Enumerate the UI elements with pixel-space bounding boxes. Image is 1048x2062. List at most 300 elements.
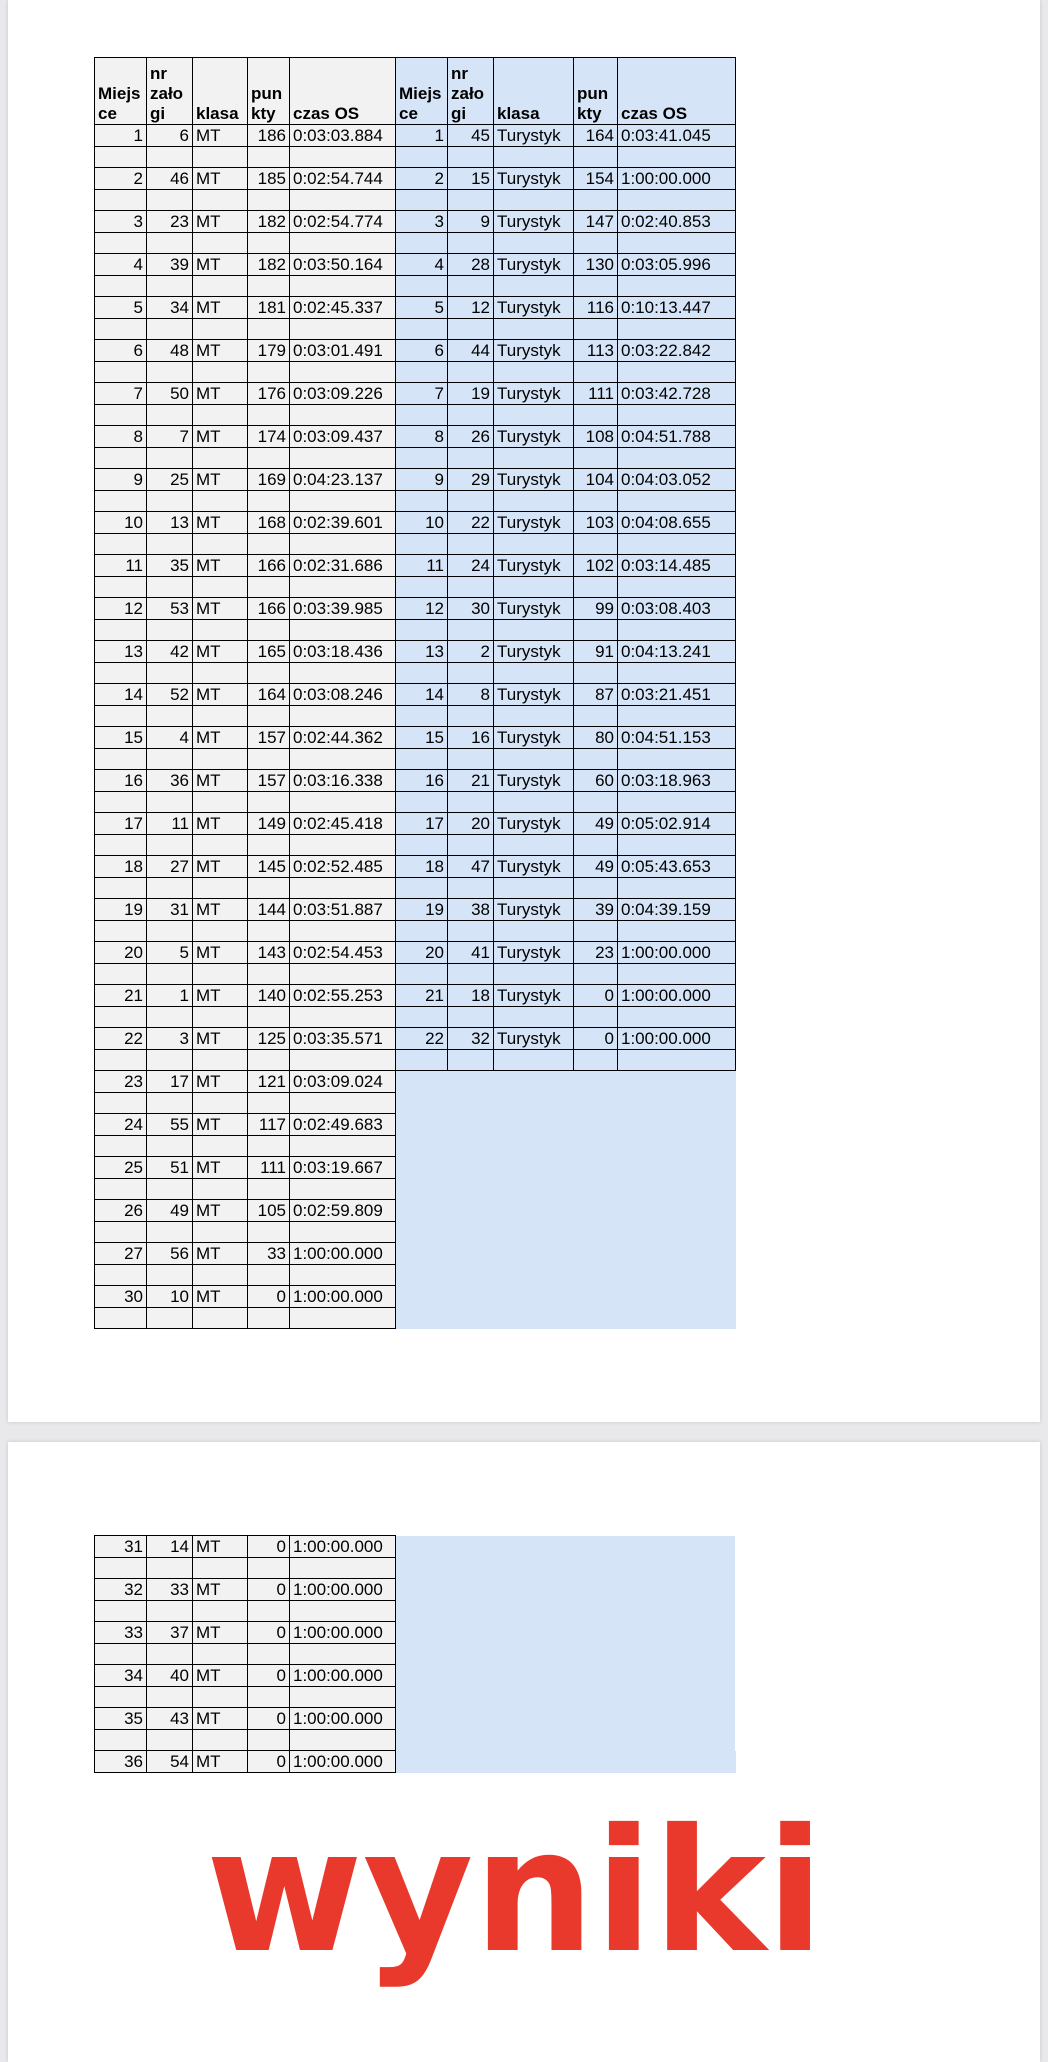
empty-cell bbox=[396, 577, 448, 598]
mt-points: 0 bbox=[248, 1665, 290, 1687]
empty-cell bbox=[290, 233, 396, 254]
empty-cell bbox=[396, 1179, 448, 1200]
mt-place: 33 bbox=[95, 1622, 147, 1644]
empty-cell bbox=[290, 1558, 396, 1579]
empty-cell bbox=[147, 491, 193, 512]
empty-cell bbox=[396, 663, 448, 684]
mt-place: 9 bbox=[95, 469, 147, 491]
empty-cell bbox=[494, 1093, 574, 1114]
turystyk-crew-number: 12 bbox=[448, 297, 494, 319]
mt-place: 10 bbox=[95, 512, 147, 534]
empty-cell bbox=[290, 362, 396, 383]
empty-cell bbox=[147, 1308, 193, 1329]
mt-class: MT bbox=[193, 512, 248, 534]
turystyk-crew-number: 28 bbox=[448, 254, 494, 276]
mt-crew-number: 34 bbox=[147, 297, 193, 319]
turystyk-points: 102 bbox=[574, 555, 618, 577]
turystyk-points: 164 bbox=[574, 125, 618, 147]
empty-cell bbox=[396, 835, 448, 856]
table-row bbox=[95, 856, 736, 878]
turystyk-class: Turystyk bbox=[494, 985, 574, 1007]
mt-points: 105 bbox=[248, 1200, 290, 1222]
turystyk-time: 0:02:40.853 bbox=[618, 211, 736, 233]
mt-points: 185 bbox=[248, 168, 290, 190]
header-crew: nr zało gi bbox=[147, 58, 193, 125]
empty-cell bbox=[448, 964, 494, 985]
mt-class: MT bbox=[193, 1286, 248, 1308]
empty-cell bbox=[290, 1050, 396, 1071]
table-row bbox=[95, 512, 736, 534]
empty-cell bbox=[574, 319, 618, 340]
mt-class: MT bbox=[193, 1071, 248, 1093]
mt-place: 8 bbox=[95, 426, 147, 448]
empty-cell bbox=[396, 1687, 736, 1708]
mt-points: 182 bbox=[248, 254, 290, 276]
turystyk-class: Turystyk bbox=[494, 340, 574, 362]
empty-cell bbox=[290, 491, 396, 512]
empty-cell bbox=[147, 362, 193, 383]
empty-cell bbox=[448, 1071, 494, 1093]
empty-cell bbox=[248, 1136, 290, 1157]
mt-time: 0:02:39.601 bbox=[290, 512, 396, 534]
turystyk-points: 154 bbox=[574, 168, 618, 190]
empty-cell bbox=[193, 577, 248, 598]
spacer-row bbox=[95, 1093, 736, 1114]
empty-cell bbox=[248, 921, 290, 942]
turystyk-place: 12 bbox=[396, 598, 448, 620]
turystyk-points: 49 bbox=[574, 856, 618, 878]
mt-crew-number: 10 bbox=[147, 1286, 193, 1308]
empty-cell bbox=[574, 147, 618, 168]
mt-time: 0:03:16.338 bbox=[290, 770, 396, 792]
turystyk-class: Turystyk bbox=[494, 254, 574, 276]
empty-cell bbox=[448, 276, 494, 297]
mt-time: 0:02:45.337 bbox=[290, 297, 396, 319]
empty-cell bbox=[396, 1536, 736, 1558]
empty-cell bbox=[147, 147, 193, 168]
empty-cell bbox=[95, 190, 147, 211]
empty-cell bbox=[95, 921, 147, 942]
turystyk-class: Turystyk bbox=[494, 856, 574, 878]
empty-cell bbox=[618, 964, 736, 985]
empty-cell bbox=[574, 534, 618, 555]
mt-class: MT bbox=[193, 684, 248, 706]
empty-cell bbox=[448, 1265, 494, 1286]
mt-class: MT bbox=[193, 1536, 248, 1558]
spacer-row bbox=[95, 276, 736, 297]
mt-time: 0:03:35.571 bbox=[290, 1028, 396, 1050]
empty-cell bbox=[290, 1007, 396, 1028]
empty-cell bbox=[396, 405, 448, 426]
turystyk-place: 6 bbox=[396, 340, 448, 362]
empty-cell bbox=[290, 1730, 396, 1751]
empty-cell bbox=[396, 921, 448, 942]
empty-cell bbox=[147, 835, 193, 856]
turystyk-time: 0:03:05.996 bbox=[618, 254, 736, 276]
empty-cell bbox=[147, 1601, 193, 1622]
empty-cell bbox=[494, 190, 574, 211]
turystyk-place: 7 bbox=[396, 383, 448, 405]
turystyk-points: 111 bbox=[574, 383, 618, 405]
empty-cell bbox=[147, 620, 193, 641]
mt-time: 0:02:52.485 bbox=[290, 856, 396, 878]
turystyk-points: 87 bbox=[574, 684, 618, 706]
mt-time: 0:03:03.884 bbox=[290, 125, 396, 147]
empty-cell bbox=[618, 1222, 736, 1243]
empty-cell bbox=[248, 448, 290, 469]
empty-cell bbox=[448, 1050, 494, 1071]
mt-crew-number: 6 bbox=[147, 125, 193, 147]
turystyk-crew-number: 9 bbox=[448, 211, 494, 233]
empty-cell bbox=[396, 1579, 736, 1601]
turystyk-time: 0:03:21.451 bbox=[618, 684, 736, 706]
empty-cell bbox=[95, 577, 147, 598]
mt-class: MT bbox=[193, 899, 248, 921]
empty-cell bbox=[448, 577, 494, 598]
mt-crew-number: 50 bbox=[147, 383, 193, 405]
empty-cell bbox=[448, 405, 494, 426]
mt-crew-number: 43 bbox=[147, 1708, 193, 1730]
empty-cell bbox=[574, 1093, 618, 1114]
mt-place: 20 bbox=[95, 942, 147, 964]
turystyk-time: 0:03:41.045 bbox=[618, 125, 736, 147]
turystyk-time: 0:04:13.241 bbox=[618, 641, 736, 663]
mt-time: 1:00:00.000 bbox=[290, 1665, 396, 1687]
spacer-row bbox=[95, 835, 736, 856]
empty-cell bbox=[396, 964, 448, 985]
header-points: pun kty bbox=[248, 58, 290, 125]
mt-time: 1:00:00.000 bbox=[290, 1708, 396, 1730]
mt-crew-number: 13 bbox=[147, 512, 193, 534]
empty-cell bbox=[147, 706, 193, 727]
mt-class: MT bbox=[193, 1028, 248, 1050]
empty-cell bbox=[290, 620, 396, 641]
empty-cell bbox=[95, 792, 147, 813]
table-row bbox=[95, 942, 736, 964]
turystyk-time: 0:04:39.159 bbox=[618, 899, 736, 921]
empty-cell bbox=[290, 921, 396, 942]
empty-cell bbox=[396, 1751, 736, 1773]
empty-cell bbox=[494, 362, 574, 383]
empty-cell bbox=[147, 878, 193, 899]
mt-crew-number: 14 bbox=[147, 1536, 193, 1558]
mt-crew-number: 55 bbox=[147, 1114, 193, 1136]
spacer-row bbox=[95, 534, 736, 555]
empty-cell bbox=[618, 147, 736, 168]
mt-time: 0:02:44.362 bbox=[290, 727, 396, 749]
empty-cell bbox=[95, 276, 147, 297]
spacer-row bbox=[95, 964, 736, 985]
turystyk-place: 9 bbox=[396, 469, 448, 491]
empty-cell bbox=[248, 1644, 290, 1665]
mt-time: 0:03:39.985 bbox=[290, 598, 396, 620]
empty-cell bbox=[448, 706, 494, 727]
turystyk-class: Turystyk bbox=[494, 770, 574, 792]
empty-cell bbox=[448, 1200, 494, 1222]
mt-place: 11 bbox=[95, 555, 147, 577]
mt-time: 0:02:55.253 bbox=[290, 985, 396, 1007]
turystyk-place: 1 bbox=[396, 125, 448, 147]
empty-cell bbox=[193, 405, 248, 426]
empty-cell bbox=[95, 835, 147, 856]
empty-cell bbox=[448, 233, 494, 254]
table-row bbox=[95, 211, 736, 233]
table-row bbox=[95, 641, 736, 663]
empty-cell bbox=[396, 491, 448, 512]
mt-crew-number: 23 bbox=[147, 211, 193, 233]
empty-cell bbox=[494, 1265, 574, 1286]
mt-place: 25 bbox=[95, 1157, 147, 1179]
empty-cell bbox=[618, 1243, 736, 1265]
empty-cell bbox=[95, 1730, 147, 1751]
empty-cell bbox=[248, 1687, 290, 1708]
empty-cell bbox=[95, 1222, 147, 1243]
mt-points: 145 bbox=[248, 856, 290, 878]
empty-cell bbox=[290, 749, 396, 770]
mt-class: MT bbox=[193, 641, 248, 663]
empty-cell bbox=[147, 1179, 193, 1200]
empty-cell bbox=[396, 620, 448, 641]
spacer-row bbox=[95, 749, 736, 770]
turystyk-points: 60 bbox=[574, 770, 618, 792]
empty-cell bbox=[290, 964, 396, 985]
empty-cell bbox=[95, 620, 147, 641]
empty-cell bbox=[95, 1050, 147, 1071]
mt-points: 140 bbox=[248, 985, 290, 1007]
empty-cell bbox=[618, 663, 736, 684]
empty-cell bbox=[290, 1222, 396, 1243]
empty-cell bbox=[574, 878, 618, 899]
empty-cell bbox=[618, 362, 736, 383]
empty-cell bbox=[574, 964, 618, 985]
empty-cell bbox=[248, 1265, 290, 1286]
empty-cell bbox=[290, 147, 396, 168]
spacer-row bbox=[95, 663, 736, 684]
empty-cell bbox=[147, 233, 193, 254]
spacer-row bbox=[95, 1644, 736, 1665]
mt-place: 21 bbox=[95, 985, 147, 1007]
turystyk-crew-number: 41 bbox=[448, 942, 494, 964]
empty-cell bbox=[448, 1243, 494, 1265]
empty-cell bbox=[448, 362, 494, 383]
turystyk-points: 0 bbox=[574, 985, 618, 1007]
empty-cell bbox=[193, 190, 248, 211]
empty-cell bbox=[494, 964, 574, 985]
empty-cell bbox=[193, 276, 248, 297]
empty-cell bbox=[574, 448, 618, 469]
mt-points: 186 bbox=[248, 125, 290, 147]
empty-cell bbox=[290, 835, 396, 856]
mt-class: MT bbox=[193, 426, 248, 448]
empty-cell bbox=[574, 1308, 618, 1329]
empty-cell bbox=[494, 1007, 574, 1028]
empty-cell bbox=[494, 1179, 574, 1200]
empty-cell bbox=[193, 448, 248, 469]
mt-crew-number: 49 bbox=[147, 1200, 193, 1222]
empty-cell bbox=[193, 233, 248, 254]
mt-points: 0 bbox=[248, 1536, 290, 1558]
turystyk-class: Turystyk bbox=[494, 168, 574, 190]
empty-cell bbox=[396, 276, 448, 297]
empty-cell bbox=[396, 1665, 736, 1687]
turystyk-time: 0:05:43.653 bbox=[618, 856, 736, 878]
turystyk-place: 20 bbox=[396, 942, 448, 964]
empty-cell bbox=[494, 706, 574, 727]
mt-time: 1:00:00.000 bbox=[290, 1751, 396, 1773]
turystyk-time: 0:05:02.914 bbox=[618, 813, 736, 835]
mt-points: 168 bbox=[248, 512, 290, 534]
empty-cell bbox=[494, 448, 574, 469]
empty-cell bbox=[193, 1093, 248, 1114]
empty-cell bbox=[95, 319, 147, 340]
mt-place: 12 bbox=[95, 598, 147, 620]
turystyk-class: Turystyk bbox=[494, 383, 574, 405]
empty-cell bbox=[290, 1136, 396, 1157]
turystyk-crew-number: 45 bbox=[448, 125, 494, 147]
empty-cell bbox=[193, 1730, 248, 1751]
mt-points: 0 bbox=[248, 1751, 290, 1773]
mt-class: MT bbox=[193, 1579, 248, 1601]
mt-time: 0:02:54.774 bbox=[290, 211, 396, 233]
empty-cell bbox=[95, 233, 147, 254]
mt-time: 0:02:45.418 bbox=[290, 813, 396, 835]
empty-cell bbox=[193, 1308, 248, 1329]
mt-points: 182 bbox=[248, 211, 290, 233]
empty-cell bbox=[193, 1601, 248, 1622]
table-row bbox=[95, 1665, 736, 1687]
turystyk-class: Turystyk bbox=[494, 942, 574, 964]
spacer-row bbox=[95, 792, 736, 813]
empty-cell bbox=[95, 964, 147, 985]
table-row bbox=[95, 426, 736, 448]
empty-cell bbox=[95, 706, 147, 727]
empty-cell bbox=[290, 1179, 396, 1200]
mt-crew-number: 25 bbox=[147, 469, 193, 491]
empty-cell bbox=[494, 1050, 574, 1071]
mt-class: MT bbox=[193, 856, 248, 878]
empty-cell bbox=[290, 706, 396, 727]
spacer-row bbox=[95, 1730, 736, 1751]
empty-cell bbox=[618, 1286, 736, 1308]
turystyk-time: 0:03:08.403 bbox=[618, 598, 736, 620]
empty-cell bbox=[248, 1093, 290, 1114]
mt-class: MT bbox=[193, 1243, 248, 1265]
mt-points: 176 bbox=[248, 383, 290, 405]
empty-cell bbox=[396, 1730, 736, 1751]
empty-cell bbox=[396, 1200, 448, 1222]
mt-place: 2 bbox=[95, 168, 147, 190]
mt-place: 26 bbox=[95, 1200, 147, 1222]
mt-crew-number: 37 bbox=[147, 1622, 193, 1644]
empty-cell bbox=[574, 1200, 618, 1222]
empty-cell bbox=[448, 1007, 494, 1028]
empty-cell bbox=[248, 147, 290, 168]
mt-class: MT bbox=[193, 598, 248, 620]
turystyk-class: Turystyk bbox=[494, 641, 574, 663]
empty-cell bbox=[618, 1114, 736, 1136]
empty-cell bbox=[248, 1179, 290, 1200]
empty-cell bbox=[95, 1265, 147, 1286]
empty-cell bbox=[147, 1644, 193, 1665]
spacer-row bbox=[95, 405, 736, 426]
mt-class: MT bbox=[193, 1157, 248, 1179]
mt-crew-number: 36 bbox=[147, 770, 193, 792]
mt-points: 166 bbox=[248, 598, 290, 620]
turystyk-crew-number: 18 bbox=[448, 985, 494, 1007]
turystyk-time: 0:04:03.052 bbox=[618, 469, 736, 491]
mt-class: MT bbox=[193, 168, 248, 190]
empty-cell bbox=[147, 1265, 193, 1286]
mt-points: 0 bbox=[248, 1622, 290, 1644]
table-row bbox=[95, 770, 736, 792]
mt-crew-number: 7 bbox=[147, 426, 193, 448]
empty-cell bbox=[147, 1050, 193, 1071]
empty-cell bbox=[448, 534, 494, 555]
empty-cell bbox=[193, 534, 248, 555]
mt-class: MT bbox=[193, 942, 248, 964]
spacer-row bbox=[95, 1687, 736, 1708]
empty-cell bbox=[396, 147, 448, 168]
empty-cell bbox=[290, 1308, 396, 1329]
empty-cell bbox=[147, 319, 193, 340]
empty-cell bbox=[147, 749, 193, 770]
empty-cell bbox=[248, 663, 290, 684]
turystyk-class: Turystyk bbox=[494, 469, 574, 491]
empty-cell bbox=[494, 749, 574, 770]
turystyk-time: 1:00:00.000 bbox=[618, 168, 736, 190]
spacer-row bbox=[95, 620, 736, 641]
mt-place: 18 bbox=[95, 856, 147, 878]
mt-time: 0:03:09.024 bbox=[290, 1071, 396, 1093]
empty-cell bbox=[494, 792, 574, 813]
spacer-row bbox=[95, 233, 736, 254]
empty-cell bbox=[193, 835, 248, 856]
table-row bbox=[95, 813, 736, 835]
mt-place: 30 bbox=[95, 1286, 147, 1308]
empty-cell bbox=[396, 706, 448, 727]
empty-cell bbox=[95, 534, 147, 555]
empty-cell bbox=[396, 1243, 448, 1265]
mt-points: 157 bbox=[248, 770, 290, 792]
turystyk-time: 0:10:13.447 bbox=[618, 297, 736, 319]
empty-cell bbox=[193, 749, 248, 770]
empty-cell bbox=[147, 921, 193, 942]
empty-cell bbox=[248, 749, 290, 770]
empty-cell bbox=[618, 1179, 736, 1200]
turystyk-points: 0 bbox=[574, 1028, 618, 1050]
turystyk-place: 10 bbox=[396, 512, 448, 534]
empty-cell bbox=[147, 405, 193, 426]
empty-cell bbox=[290, 276, 396, 297]
empty-cell bbox=[147, 448, 193, 469]
empty-cell bbox=[95, 1308, 147, 1329]
empty-cell bbox=[618, 319, 736, 340]
mt-time: 0:02:59.809 bbox=[290, 1200, 396, 1222]
empty-cell bbox=[618, 792, 736, 813]
turystyk-place: 16 bbox=[396, 770, 448, 792]
turystyk-crew-number: 38 bbox=[448, 899, 494, 921]
mt-place: 31 bbox=[95, 1536, 147, 1558]
empty-cell bbox=[574, 1050, 618, 1071]
mt-class: MT bbox=[193, 813, 248, 835]
turystyk-place: 18 bbox=[396, 856, 448, 878]
mt-time: 0:03:09.437 bbox=[290, 426, 396, 448]
empty-cell bbox=[248, 491, 290, 512]
empty-cell bbox=[193, 1558, 248, 1579]
results-table bbox=[94, 57, 736, 1329]
mt-class: MT bbox=[193, 254, 248, 276]
mt-crew-number: 51 bbox=[147, 1157, 193, 1179]
